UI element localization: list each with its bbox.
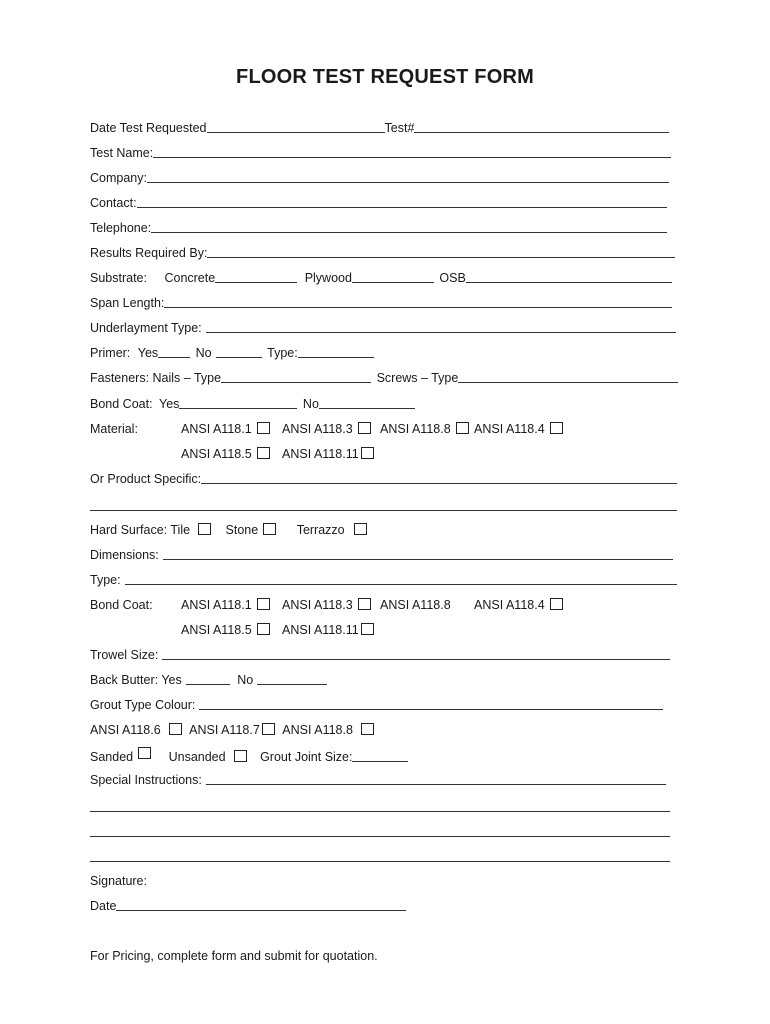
product-specific-label: Or Product Specific: [90,472,202,486]
material-option-a1188 [380,421,469,437]
special-instructions-label: Special Instructions: [90,773,202,787]
unsanded-label: Unsanded [168,750,226,764]
contact-label: Contact: [90,196,137,210]
back-butter-no-field[interactable] [257,672,327,685]
terrazzo-label: Terrazzo [296,523,345,537]
span-length-label: Span Length: [90,296,165,310]
primer-row [90,345,374,361]
material-a1184-checkbox[interactable] [550,422,563,434]
bond-coat-row [90,396,415,412]
telephone-row [90,220,667,236]
test-name-row [90,145,671,161]
screws-label: Screws – Type [376,371,459,385]
date-test-requested-label: Date Test Requested [90,121,207,135]
date-field[interactable] [116,898,406,911]
test-number-field[interactable] [414,120,669,133]
bond-a11811-checkbox[interactable] [361,623,374,635]
primer-no-field[interactable] [216,345,262,358]
primer-no-label: No [195,346,212,360]
dimensions-label: Dimensions: [90,548,159,562]
underlayment-row [90,320,676,336]
bond-coat-no-field[interactable] [319,396,415,409]
sanded-checkbox[interactable] [138,747,151,759]
substrate-concrete-field[interactable] [215,270,297,283]
footer-note: For Pricing, complete form and submit for quotation. [90,949,378,963]
substrate-row [90,270,672,286]
trowel-size-field[interactable] [162,647,670,660]
material-option-a1183 [282,421,371,437]
special-instructions-row [90,772,666,788]
special-instructions-line-2[interactable] [90,811,670,812]
span-length-field[interactable] [164,295,672,308]
grout-joint-size-label: Grout Joint Size: [260,750,353,764]
substrate-plywood-label: Plywood [304,271,352,285]
results-required-field[interactable] [207,245,675,258]
hard-surface-tile-label: Hard Surface: Tile [90,523,191,537]
grout-a1188-label: ANSI A118.8 [282,723,353,737]
type-row [90,572,677,588]
material-a1181-label: ANSI A118.1 [181,422,252,436]
substrate-label: Substrate: [90,271,147,285]
bond-a1183-label: ANSI A118.3 [282,598,353,612]
bond-coat-label: Bond Coat: [90,397,153,411]
bond-a1184-checkbox[interactable] [550,598,563,610]
bond-coat-2-label: Bond Coat: [90,598,153,612]
sanded-label: Sanded [90,750,134,764]
form-title: FLOOR TEST REQUEST FORM [236,66,534,88]
telephone-field[interactable] [151,220,667,233]
back-butter-yes-label: Back Butter: Yes [90,673,182,687]
primer-type-label: Type: [267,346,298,360]
nails-type-field[interactable] [221,370,371,383]
bond-a1181-label: ANSI A118.1 [181,598,252,612]
bond-option-a1185 [181,622,270,638]
stone-label: Stone [225,523,259,537]
contact-row [90,195,667,211]
bond-a11811-label: ANSI A118.11 [282,623,359,637]
substrate-osb-label: OSB [439,271,466,285]
bond-option-a11811 [282,622,374,638]
dimensions-row [90,547,673,563]
primer-type-field[interactable] [298,345,374,358]
grout-type-label: Grout Type Colour: [90,698,196,712]
product-specific-line-2[interactable] [90,510,677,511]
bond-a1188-label: ANSI A118.8 [380,598,451,612]
grout-ansi-row [90,722,374,738]
fasteners-label: Fasteners: Nails – Type [90,371,222,385]
bond-a1183-checkbox[interactable] [358,598,371,610]
grout-type-field[interactable] [199,697,663,710]
grout-a1187-label: ANSI A118.7 [189,723,260,737]
results-required-row [90,245,675,261]
type-field[interactable] [125,572,677,585]
telephone-label: Telephone: [90,221,152,235]
material-a1185-label: ANSI A118.5 [181,447,252,461]
results-required-label: Results Required By: [90,246,208,260]
material-a1181-checkbox[interactable] [257,422,270,434]
grout-joint-size-field[interactable] [352,749,408,762]
span-length-row [90,295,672,311]
material-a1183-label: ANSI A118.3 [282,422,353,436]
material-a1185-checkbox[interactable] [257,447,270,459]
company-row [90,170,669,186]
signature-label: Signature: [90,874,147,888]
bond-coat-no-label: No [302,397,319,411]
unsanded-checkbox[interactable] [234,750,247,762]
material-a11811-checkbox[interactable] [361,447,374,459]
stone-checkbox[interactable] [263,523,276,535]
back-butter-no-label: No [237,673,254,687]
bond-a1185-checkbox[interactable] [257,623,270,635]
bond-a1185-label: ANSI A118.5 [181,623,252,637]
tile-checkbox[interactable] [198,523,211,535]
bond-coat-yes-field[interactable] [179,396,297,409]
test-number-label: Test# [384,121,415,135]
grout-type-row [90,697,663,713]
dimensions-field[interactable] [163,547,673,560]
primer-yes-field[interactable] [158,345,190,358]
product-specific-row [90,471,677,487]
test-name-label: Test Name: [90,146,154,160]
material-option-a11811 [282,446,374,462]
hard-surface-row [90,522,367,538]
fasteners-row [90,370,678,386]
grout-a1187-checkbox[interactable] [262,723,275,735]
material-a1184-label: ANSI A118.4 [474,422,545,436]
date-label: Date [90,899,117,913]
underlayment-field[interactable] [206,320,676,333]
screws-type-field[interactable] [458,370,678,383]
back-butter-row [90,672,327,688]
contact-field[interactable] [137,195,667,208]
underlayment-label: Underlayment Type: [90,321,202,335]
grout-a1188-checkbox[interactable] [361,723,374,735]
material-option-a1185 [181,446,270,462]
primer-yes-label: Yes [137,346,159,360]
type-label: Type: [90,573,121,587]
back-butter-yes-field[interactable] [186,672,230,685]
date-test-requested-field[interactable] [207,120,385,133]
bond-option-a1183 [282,597,371,613]
company-label: Company: [90,171,147,185]
trowel-size-label: Trowel Size: [90,648,159,662]
trowel-size-row [90,647,670,663]
special-instructions-line-3[interactable] [90,836,670,837]
bond-a1184-label: ANSI A118.4 [474,598,545,612]
date-row [90,898,406,914]
special-instructions-field[interactable] [206,772,666,785]
bond-option-a1184 [474,597,563,613]
test-name-field[interactable] [153,145,671,158]
bond-option-a1181 [181,597,270,613]
material-a1183-checkbox[interactable] [358,422,371,434]
substrate-plywood-field[interactable] [352,270,434,283]
bond-coat-yes-label: Yes [159,397,180,411]
material-option-a1184 [474,421,563,437]
bond-option-a1188 [380,597,451,613]
grout-a1186-checkbox[interactable] [169,723,182,735]
material-a11811-label: ANSI A118.11 [282,447,359,461]
primer-label: Primer: [90,346,131,360]
substrate-osb-field[interactable] [466,270,672,283]
bond-a1181-checkbox[interactable] [257,598,270,610]
material-label: Material: [90,422,138,436]
sanded-row [90,747,408,765]
substrate-concrete-label: Concrete [164,271,216,285]
material-option-a1181 [181,421,270,437]
material-a1188-checkbox[interactable] [456,422,469,434]
company-field[interactable] [147,170,669,183]
product-specific-field[interactable] [201,471,677,484]
grout-a1186-label: ANSI A118.6 [90,723,161,737]
terrazzo-checkbox[interactable] [354,523,367,535]
material-a1188-label: ANSI A118.8 [380,422,451,436]
date-test-row [90,120,669,136]
special-instructions-line-4[interactable] [90,861,670,862]
